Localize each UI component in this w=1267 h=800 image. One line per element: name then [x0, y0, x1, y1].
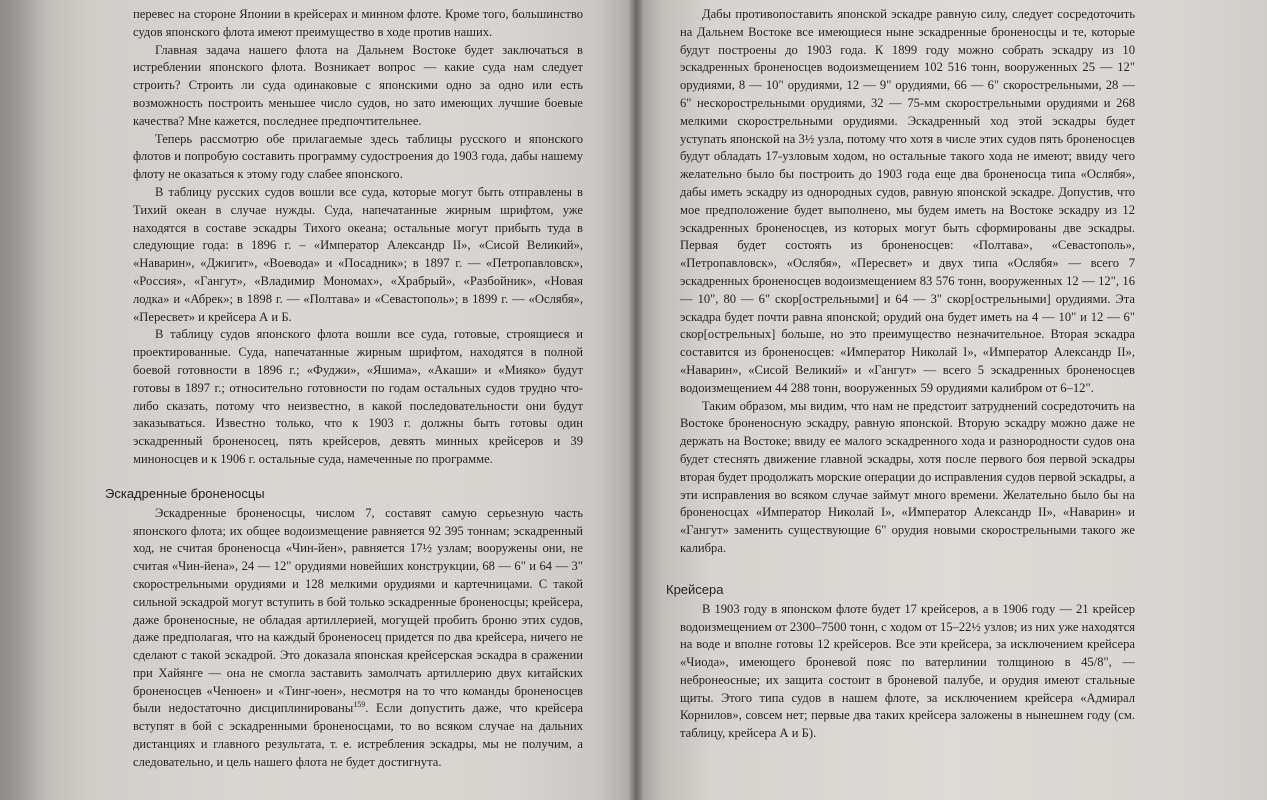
section-heading: Эскадренные броненосцы	[105, 485, 265, 501]
paragraph-text: . Если допустить даже, что крейсера вступят в бой с эскадренными броненосцами, то во всяком случае на дальних дистанциях и главного результата, т. е. истребления эскадры, мы не получим, а следовательно, и цель нашего флота не будет достигнута.	[133, 701, 583, 769]
section-heading: Крейсера	[666, 581, 724, 597]
paragraph: В 1903 году в японском флоте будет 17 крейсеров, а в 1906 году — 21 крейсер водоизмещением от 2300–7500 тонн, с ходом от 15–22½ узлов; из них уже находятся на воде и вполне готовы 12 крейсеров. Все эти крейсера, за исключением крейсера «Чиода», имеющего броневой пояс по ватерлинии толщиною в 45/8", — небронеосные; их защита состоит в броневой палубе, и орудия имеют стальные щиты. Этого типа судов в нашем флоте, за исключением крейсера «Адмирал Корнилов», совсем нет; первые два таких крейсера заложены в нынешнем году (см. таблицу, крейсера А и Б).	[680, 601, 1135, 741]
paragraph: Главная задача нашего флота на Дальнем Востоке будет заключаться в истреблении японского флота. Возникает вопрос — какие суда нам следует строить? Строить ли суда одинаковые с японскими одно за одно или есть возможность построить меньшее число судов, но зато имеющих лучшие боевые качества? Мне кажется, последнее предпочтительнее.	[133, 42, 583, 128]
paragraph	[133, 505, 583, 772]
right-page-text	[668, 6, 1135, 743]
paragraph: Теперь рассмотрю обе прилагаемые здесь таблицы русского и японского флотов и попробую составить программу судостроения до 1903 года, дабы нашему флоту не оказаться к этому году слабее японского.	[133, 131, 583, 182]
paragraph: перевес на стороне Японии в крейсерах и минном флоте. Кроме того, большинство судов японского флота имеют преимущество в ходе против наших.	[133, 7, 583, 39]
paragraph-text: Эскадренные броненосцы, числом 7, составят самую серьезную часть японского флота; их общее водоизмещение равняется 92 395 тоннам; эскадренный ход, не считая броненосца «Чин-йен», равняется 17½ узлам; вооружены они, не считая «Чин-йена», 24 — 12" орудиями новейших конструкции, 68 — 6" и 64 — 3" скорострельными орудиями и 128 мелкими орудиями и картечницами. С такой сильной эскадрой могут вступить в бой только эскадренные броненосцы; крейсера, даже броненосные, не обладая артиллерией, могущей пробить броню этих судов, даже предполагая, что на каждый броненосец придется по два крейсера, ничего не сделают с такой эскадрой. Это доказала японская крейсерская эскадра в сражении при Хайянге — она не смогла заставить замолчать артиллерию двух китайских броненосцев «Ченюен» и «Тинг-юен», несмотря на то что команды броненосцев были недостаточно дисциплинированы	[133, 505, 583, 716]
paragraph: В таблицу судов японского флота вошли все суда, готовые, строящиеся и проектированные. Суда, напечатанные жирным шрифтом, находятся в полной боевой готовности в 1896 г.; «Фуджи», «Яшима», «Акаши» и «Мияко» будут готовы в 1897 г.; относительно готовности по годам остальных судов трудно что-либо сказать, потому что неизвестно, в какой последовательности они будут заказываться. Известно только, что к 1903 г. должны быть готовы один эскадренный броненосец, пять крейсеров, девять минных крейсеров и 39 миноносцев и к 1906 г. остальные суда, намеченные по программе.	[133, 327, 583, 466]
paragraph: В таблицу русских судов вошли все суда, которые могут быть отправлены в Тихий океан в случае нужды. Суда, напечатанные жирным шрифтом, уже находятся в составе эскадры Тихого океана; остальные могут прибыть туда в следующие года: в 1896 г. – «Император Александр II», «Сисой Великий», «Наварин», «Джигит», «Воевода» и «Посадник»; в 1897 г. — «Петропавловск», «Россия», «Гангут», «Владимир Мономах», «Храбрый», «Разбойник», «Новая лодка» и «Абрек»; в 1898 г. — «Полтава» и «Севастополь»; в 1899 г. — «Ослябя», «Пересвет» и крейсера А и Б.	[133, 184, 583, 324]
right-page	[636, 0, 1267, 800]
paragraph: Дабы противопоставить японской эскадре равную силу, следует сосредоточить на Дальнем Востоке все имеющиеся ныне эскадренные броненосцы и те, которые будут построены до 1903 года. К 1899 году можно собрать эскадру из 10 эскадренных броненосцев водоизмещением 102 516 тонн, вооруженных 25 — 12" орудиями, 8 — 10" орудиями, 12 — 9" орудиями, 66 — 6" скорострельными, 28 — 6" нескорострельными орудиями, 32 — 75-мм скорострельными орудиями и 268 мелкими скорострельными орудиями. Эскадренный ход этой эскадры будет уступать японской на 3½ узла, потому что хотя в числе этих судов пять броненосцев будут обладать 17-узловым ходом, но остальные такого хода не имеют; ввиду чего желательно было бы построить до 1903 года еще два броненосца типа «Ослябя», дабы иметь эскадру из однородных судов, равную японской эскадре. Допустив, что мое предположение будет выполнено, мы будем иметь на Востоке эскадру из 12 эскадренных броненосцев, из которых могут быть сформированы две эскадры. Первая будет состоять из броненосцев: «Полтава», «Севастополь», «Петропавловск», «Ослябя», «Пересвет» и двух типа «Ослябя» — всего 7 эскадренных броненосцев водоизмещением 83 576 тонн, вооруженных 12 — 12", 16 — 10", 80 — 6" скор[острельными] и 64 — 3" скор[острельными] орудиями. Эта эскадра будет почти равна японской; орудий она будет иметь на 4 — 10" и 12 — 6" скор[острельных] больше, но это преимущество незначительное. Вторая эскадра составится из броненосцев: «Император Николай I», «Император Александр II», «Наварин», «Сисой Великий» и «Гангут» — всего 5 эскадренных броненосцев водоизмещением 44 288 тонн, вооруженных 59 орудиями калибром от 6–12".	[680, 7, 1135, 395]
paragraph: Таким образом, мы видим, что нам не предстоит затруднений сосредоточить на Востоке броненосную эскадру, равную японской. Вторую эскадру можно даже не держать на Востоке; ввиду ее малого эскадренного хода и разнородности судов она будет стеснять движение главной эскадры, хотя после первого боя первой эскадры вторая будет продолжать морские операции до исправления судов первой эскадры, а эти исправления во всяком случае займут много времени. Желательно было бы на броненосцах «Император Николай I», «Император Александр II», «Наварин» и «Гангут» заменить существующие 6" орудия новыми скорострельными такого же калибра.	[680, 398, 1135, 555]
left-page-text	[105, 6, 583, 772]
book-gutter	[628, 0, 644, 800]
footnote-ref: 159	[353, 700, 366, 710]
book-edge-shadow	[0, 0, 46, 800]
